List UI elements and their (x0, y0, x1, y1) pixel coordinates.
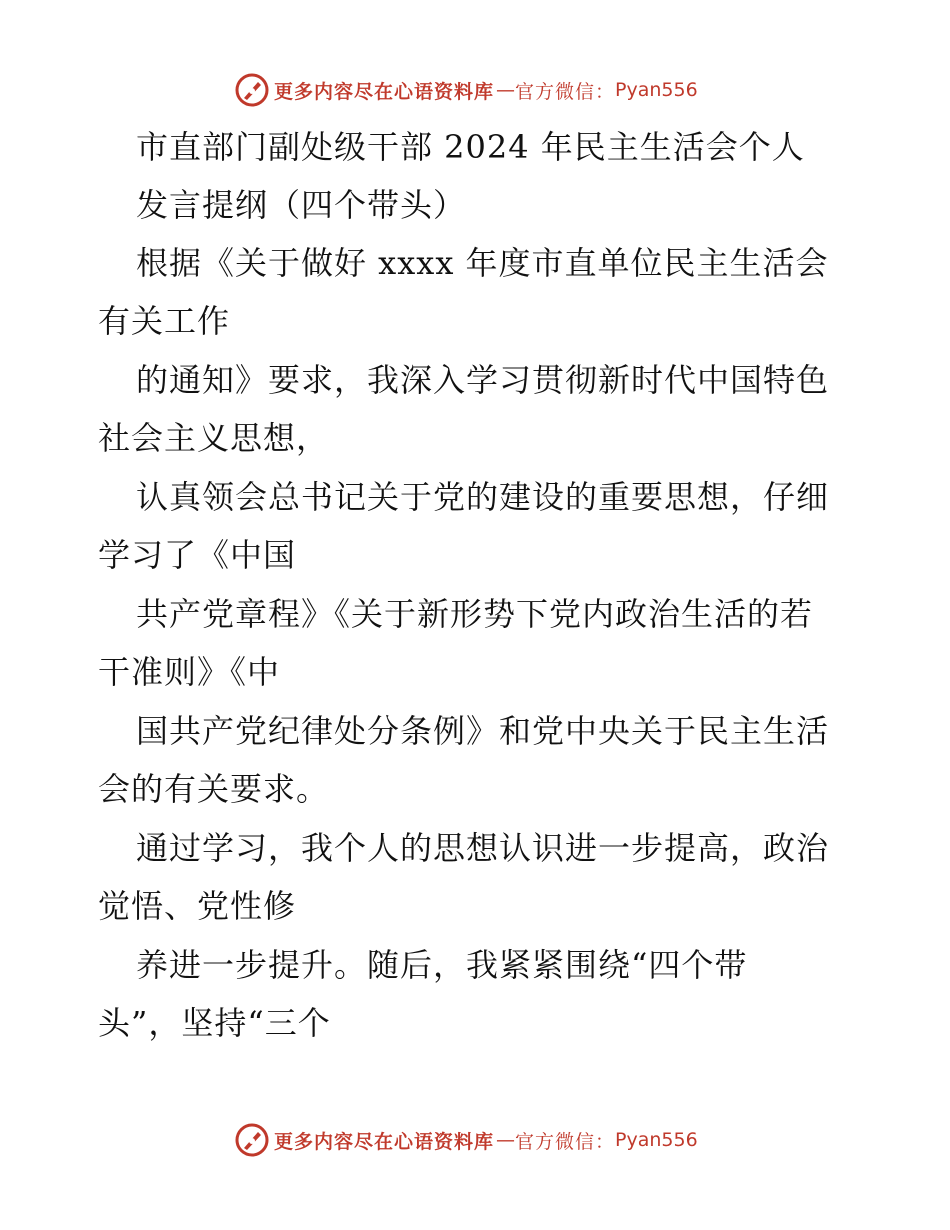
doc-text-line: 养进一步提升。随后，我紧紧围绕“四个带 (136, 946, 748, 984)
quill-circle-icon (234, 1122, 270, 1158)
watermark-account: Pyan556 (615, 1129, 698, 1151)
doc-text-line: 觉悟、党性修 (98, 887, 297, 925)
doc-title-line-1: 市直部门副处级干部 2024 年民主生活会个人 (136, 128, 805, 166)
watermark-site: 更多内容尽在心语资料库 (274, 1130, 495, 1153)
doc-text-line: 根据《关于做好 xxxx 年度市直单位民主生活会 (136, 244, 829, 282)
watermark-account: Pyan556 (615, 79, 698, 101)
doc-text-line: 认真领会总书记关于党的建设的重要思想，仔细 (136, 478, 830, 516)
doc-text-line: 国共产党纪律处分条例》和党中央关于民主生活 (136, 712, 830, 750)
watermark-site: 更多内容尽在心语资料库 (274, 80, 495, 103)
doc-text-line: 会的有关要求。 (98, 770, 330, 808)
doc-title-line-2: 发言提纲（四个带头） (136, 186, 467, 224)
quill-circle-icon (234, 72, 270, 108)
doc-text-line: 头”，坚持“三个 (98, 1004, 331, 1042)
watermark-dash: — (496, 79, 514, 101)
footer-watermark (234, 1120, 698, 1160)
doc-text-line: 有关工作 (98, 302, 231, 340)
doc-text-line: 学习了《中国 (98, 536, 297, 574)
watermark-dash: — (496, 1129, 514, 1151)
header-watermark (234, 70, 698, 110)
doc-text-line: 通过学习，我个人的思想认识进一步提高，政治 (136, 829, 830, 867)
doc-text-line: 共产党章程》《关于新形势下党内政治生活的若 (136, 595, 814, 633)
doc-text-line: 干准则》《中 (98, 653, 281, 691)
doc-text-line: 社会主义思想， (98, 419, 330, 457)
doc-text-line: 的通知》要求，我深入学习贯彻新时代中国特色 (136, 361, 830, 399)
watermark-wechat-label: 官方微信： (515, 1130, 616, 1153)
watermark-wechat-label: 官方微信： (515, 80, 616, 103)
